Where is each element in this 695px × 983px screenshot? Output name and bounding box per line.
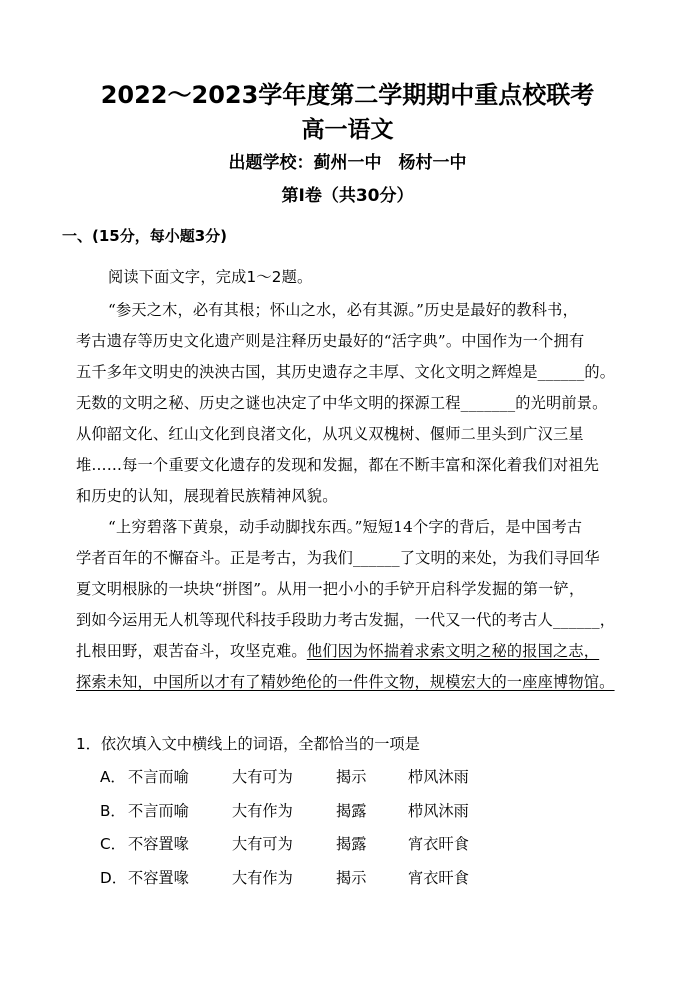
paragraph-1-line: 和历史的认知，展现着民族精神风貌。 [76,487,338,505]
option-word: 大有作为 [232,869,293,887]
paragraph-2-line [76,637,636,665]
paragraph-2-plain-text: 扎根田野，艰苦奋斗，攻坚克难。 [76,642,307,660]
option-word: 不容置喙 [128,869,189,887]
option-word: 揭露 [336,835,367,853]
option-word: 宵衣旰食 [408,869,469,887]
paragraph-1-line: “参天之木，必有其根；怀山之水，必有其源。”历史是最好的教科书， [108,301,578,319]
exam-title: 2022～2023学年度第二学期期中重点校联考 [100,81,595,109]
paragraph-1-line: 堆……每一个重要文化遗存的发现和发掘，都在不断丰富和深化着我们对祖先 [76,456,600,474]
option-word: 宵衣旰食 [408,835,469,853]
option-word: 揭示 [336,768,367,786]
option-word: 不言而喻 [128,802,189,820]
option-d [100,863,640,893]
underlined-sentence: 探索未知，中国所以才有了精妙绝伦的一件件文物，规模宏大的一座座博物馆。 [76,673,615,691]
option-word: 大有可为 [232,835,293,853]
paragraph-2-line: 学者百年的不懈奋斗。正是考古，为我们______了文明的来处，为我们寻回华 [76,549,600,567]
option-word: 揭露 [336,802,367,820]
option-label: B． [100,802,126,820]
volume-heading: 第Ⅰ卷（共30分） [281,186,414,206]
question-1-stem: 1．依次填入文中横线上的词语，全都恰当的一项是 [76,735,420,753]
section-heading: 一、(15分，每小题3分) [62,227,228,245]
paragraph-2-line: 夏文明根脉的一块块“拼图”。从用一把小小的手铲开启科学发掘的第一铲， [76,580,585,598]
paragraph-1-line: 无数的文明之秘、历史之谜也决定了中华文明的探源工程_______的光明前景。 [76,394,608,412]
option-a [100,762,640,792]
paragraph-1-line: 考古遗存等历史文化遗产则是注释历史最好的“活字典”。中国作为一个拥有 [76,332,585,350]
option-word: 栉风沐雨 [408,802,469,820]
option-label: A． [100,768,126,786]
setter-schools: 出题学校：蓟州一中 杨村一中 [228,153,467,173]
option-label: C． [100,835,126,853]
underlined-sentence: 他们因为怀揣着求索文明之秘的报国之志， [306,642,600,660]
option-label: D． [100,869,127,887]
paragraph-1-line: 五千多年文明史的泱泱古国，其历史遗存之丰厚、文化文明之辉煌是______的。 [76,363,616,381]
subject-title: 高一语文 [301,117,394,143]
option-word: 大有可为 [232,768,293,786]
option-word: 揭示 [336,869,367,887]
paragraph-2-line: “上穷碧落下黄泉，动手动脚找东西。”短短14个字的背后，是中国考古 [108,518,583,536]
paragraph-2-line: 到如今运用无人机等现代科技手段助力考古发掘，一代又一代的考古人______， [76,611,616,629]
option-word: 大有作为 [232,802,293,820]
paragraph-1-line: 从仰韶文化、红山文化到良渚文化，从巩义双槐树、偃师二里头到广汉三星 [76,425,584,443]
option-b [100,796,640,826]
option-c [100,829,640,859]
option-word: 栉风沐雨 [408,768,469,786]
passage-instruction: 阅读下面文字，完成1～2题。 [108,268,313,286]
option-word: 不言而喻 [128,768,189,786]
option-word: 不容置喙 [128,835,189,853]
